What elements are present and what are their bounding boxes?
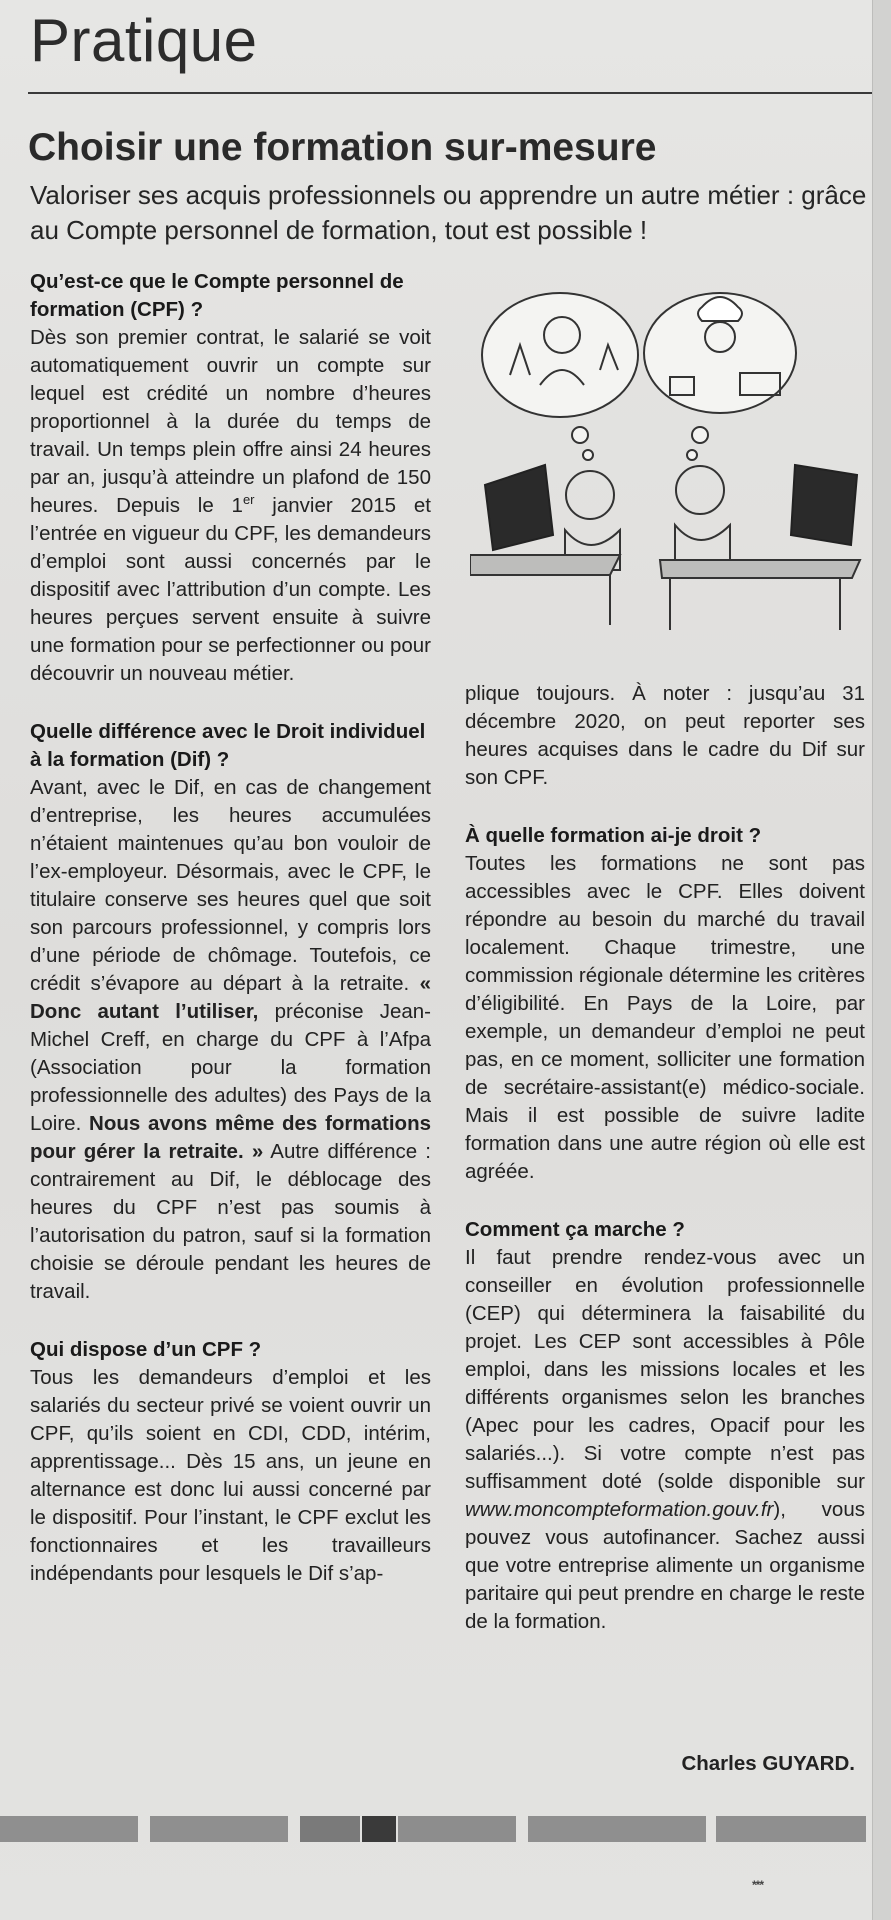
column-right: [465, 680, 865, 1636]
q1-title: Qu’est-ce que le Compte personnel de formation (CPF) ?: [30, 270, 404, 321]
footer-band: [398, 1816, 516, 1842]
footer-band: [716, 1816, 866, 1842]
q3-body-right: plique toujours. À noter : jusqu’au 31 décembre 2020, on peut reporter ses heures acquises dans le cadre du Dif sur son CPF.: [465, 682, 865, 789]
cpf-website-link[interactable]: www.moncompteformation.gouv.fr: [465, 1498, 774, 1521]
q2-body: Avant, avec le Dif, en cas de changement d’entreprise, les heures accumulées n’étaient maintenues qu’au bon vouloir de l’ex-employeur. Désormais, avec le CPF, le titulaire conserve ses heures quel que soit son parcours professionnel, y compris lors d’une période de chômage. Toutefois, ce crédit s’évapore au départ à la retraite. « Donc autant l’utiliser, préconise Jean-Michel Creff, en charge du CPF à l’Afpa (Association pour la formation professionnelle des adultes) des Pays de la Loire. Nous avons même des formations pour gérer la retraite. » Autre différence : contrairement au Dif, le déblocage des heures du CPF n’est pas soumis à l’autorisation du patron, sauf si la formation choisie se déroule pendant les heures de travail.: [30, 776, 432, 1303]
q4-body: Toutes les formations ne sont pas accessibles avec le CPF. Elles doivent répondre au besoin du marché du travail localement. Chaque trimestre, une commission régionale détermine les critères d’éligibilité. En Pays de la Loire, par exemple, un demandeur d’emploi ne peut pas, en ce moment, solliciter une formation de secrétaire-assistant(e) médico-sociale. Mais il est possible de suivre ladite formation dans une autre région où elle est agréée.: [465, 852, 865, 1183]
footer-band: [528, 1816, 706, 1842]
page-edge: [872, 0, 891, 1920]
footer-mark: ***: [752, 1878, 764, 1892]
article-headline: Choisir une formation sur-mesure: [28, 126, 657, 169]
q3-body-left: Tous les demandeurs d’emploi et les salariés du secteur privé se voient ouvrir un CPF, qu’ils soient en CDI, CDD, intérim, apprentissage... Dès 15 ans, un jeune en alternance est donc lui aussi concerné par le dispositif. Pour l’instant, le CPF exclut les fonctionnaires et les travailleurs indépendants pour lesquels le Dif s’ap-: [30, 1366, 431, 1585]
footer-band: [150, 1816, 288, 1842]
q5-title: Comment ça marche ?: [465, 1218, 685, 1241]
q1-body: Dès son premier contrat, le salarié se voit automatiquement ouvrir un compte sur lequel est crédité un nombre d’heures proportionnel à la durée du temps de travail. Un temps plein offre ainsi 24 heures par an, jusqu’à atteindre un plafond de 150 heures. Depuis le 1er janvier 2015 et l’entrée en vigueur du CPF, les demandeurs d’emploi sont aussi concernés par le dispositif avec l’attribution d’un compte. Les heures perçues servent ensuite à suivre une formation pour se perfectionner ou pour découvrir un nouveau métier.: [30, 326, 431, 685]
article-lead: Valoriser ses acquis professionnels ou apprendre un autre métier : grâce au Compte personnel de formation, tout est possible !: [30, 180, 867, 245]
q2-title: Quelle différence avec le Droit individuel à la formation (Dif) ?: [30, 720, 426, 771]
q4-title: À quelle formation ai-je droit ?: [465, 824, 762, 847]
footer-band: [300, 1816, 360, 1842]
footer-band: [0, 1816, 138, 1842]
q5-body: Il faut prendre rendez-vous avec un conseiller en évolution professionnelle (CEP) qui déterminera la faisabilité du projet. Les CEP sont accessibles à Pôle emploi, dans les missions locales et les différents organismes selon les branches (Apec pour les cadres, Opacif pour les salariés...). Si votre compte n’est pas suffisamment doté (solde disponible sur www.moncompteformation.gouv.fr), vous pouvez vous autofinancer. Sachez aussi que votre entreprise alimente un organisme paritaire qui peut prendre en charge le reste de la formation.: [465, 1246, 865, 1633]
author-signature: Charles GUYARD.: [681, 1752, 855, 1775]
section-rule: [28, 92, 872, 94]
illustration-two-workers-at-computers-dreaming-icon: [470, 285, 870, 655]
footer-band-dark: [362, 1816, 396, 1842]
column-left: [30, 268, 431, 1588]
q3-title: Qui dispose d’un CPF ?: [30, 1338, 262, 1361]
section-title: Pratique: [30, 7, 258, 74]
